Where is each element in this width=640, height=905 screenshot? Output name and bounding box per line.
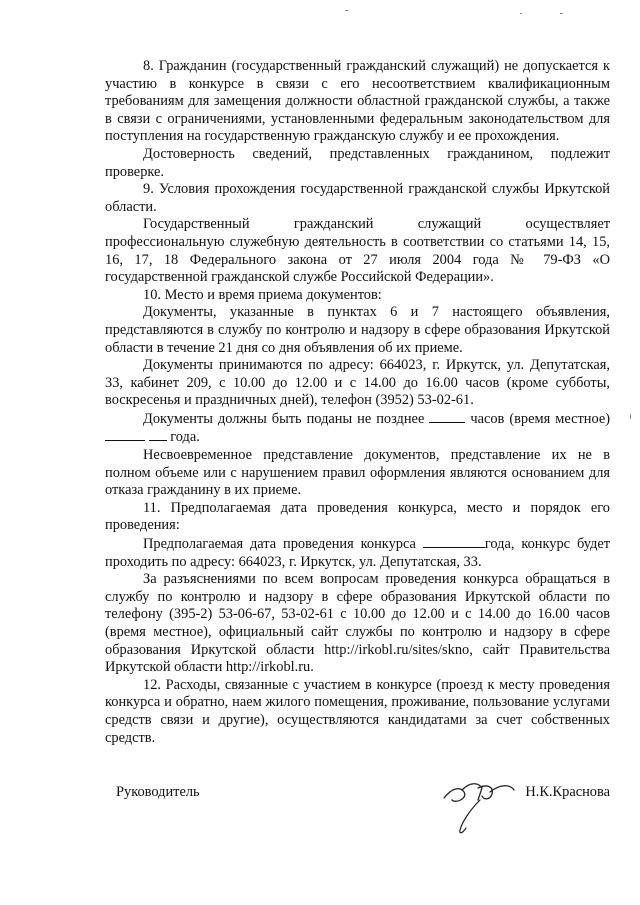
paragraph-11-date [105, 535, 610, 571]
deadline-year-blank [149, 428, 167, 441]
paragraph-8-verification: Достоверность сведений, представленных гражданином, подлежит проверке. [105, 145, 610, 180]
paragraph-10-rejection: Несвоевременное представление документов, представление их не в полном объеме или с нарушением правил оформления являются основанием для отказа гражданину в их приеме. [105, 447, 610, 499]
paragraph-11: 11. Предполагаемая дата проведения конкурса, место и порядок его проведения: [105, 499, 610, 534]
scan-speck [560, 13, 563, 14]
paragraph-9-conditions: Государственный гражданский служащий осуществляет профессиональную служебную деятельность в соответствии со статьями 14, 15, 16, 17, 18 Федерального закона от 27 июля 2004 года № 79-ФЗ «О государственной гражданской службе Российской Федерации». [105, 216, 610, 286]
paragraph-11-contacts: За разъяснениями по всем вопросам проведения конкурса обращаться в службу по контролю и надзору в сфере образования Иркутской области по телефону (395-2) 53-06-67, 53-02-61 с 10.00 до 12.00 и с 14.00 до 16.00 часов (время местное), официальный сайт службы по контролю и надзору в сфере образования Иркутской области http://irkobl.ru/sites/skno, сайт Правительства Иркутской области http://irkobl.ru. [105, 571, 610, 676]
contest-date-text-1: Предполагаемая дата проведения конкурса [143, 536, 416, 553]
paragraph-10: 10. Место и время приема документов: [143, 286, 382, 303]
scan-speck [520, 13, 522, 14]
handwritten-signature [434, 770, 534, 840]
scan-speck [345, 10, 348, 11]
signatory-name: Н.К.Краснова [525, 784, 610, 800]
document-body [105, 58, 610, 747]
paragraph-10-submission: Документы, указанные в пунктах 6 и 7 настоящего объявления, представляются в службу по контролю и надзору в сфере образования Иркутской области в течение 21 дня со дня объявления об их приеме. [105, 304, 610, 356]
signatory-position: Руководитель [116, 784, 200, 800]
paragraph-8: 8. Гражданин (государственный гражданский служащий) не допускается к участию в конкурсе в связи с его несоответствием квалификационным требованиям для замещения должности областной гражданской службы, а также в связи с ограничениями, установленными федеральным законодательством для поступления на государственную гражданскую службу и ее прохождения. [105, 58, 610, 145]
deadline-text-1: Документы должны быть поданы не позднее [143, 410, 425, 427]
scan-speck [630, 414, 631, 419]
paragraph-9: 9. Условия прохождения государственной гражданской службы Иркутской области. [105, 181, 610, 215]
contest-date-text-2: года, конкурс будет проходить по адресу: 664023, г. Иркутск, ул. Депутатская, 33. [105, 536, 611, 570]
deadline-text-3: года. [170, 429, 200, 446]
paragraph-10-address: Документы принимаются по адресу: 664023, г. Иркутск, ул. Депутатская, 33, кабинет 209, с 10.00 до 12.00 и с 14.00 до 16.00 часов (кроме субботы, воскресенья и праздничных дней), телефон (3952) 53-02-61. [105, 357, 610, 409]
deadline-hour-blank [429, 410, 465, 423]
paragraph-10-deadline [105, 410, 610, 447]
paragraph-12: 12. Расходы, связанные с участием в конкурсе (проезд к месту проведения конкурса и обратно, наем жилого помещения, проживание, пользование услугами средств связи и другие), осуществляются кандидатами за счет собственных средств. [105, 676, 610, 746]
contest-date-blank [423, 535, 485, 548]
deadline-text-2: часов (время местное) [470, 410, 610, 427]
deadline-date-blank [105, 428, 145, 441]
signature-block [116, 784, 610, 854]
